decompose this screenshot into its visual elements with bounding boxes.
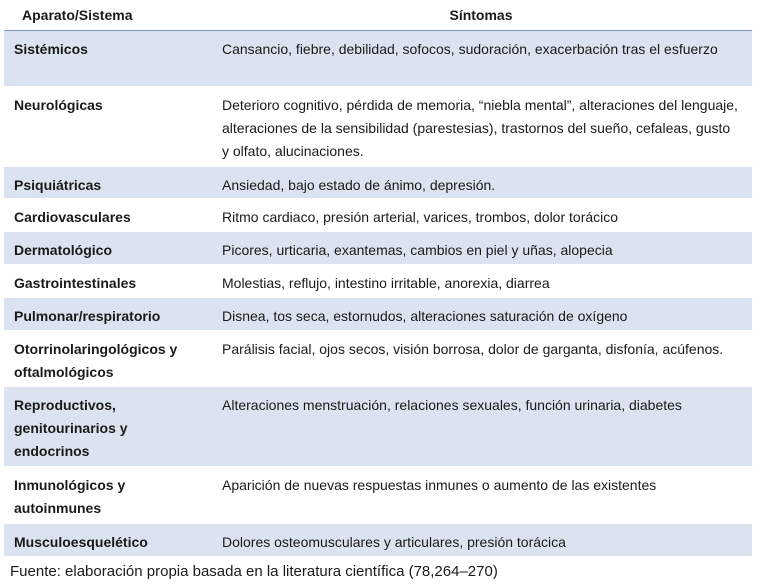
symptoms-table — [4, 0, 752, 557]
row-symptoms: Aparición de nuevas respuestas inmunes o aumento de las existentes — [222, 477, 657, 493]
row-system: Pulmonar/respiratorio — [14, 308, 161, 324]
table-row — [4, 167, 752, 199]
table-row — [4, 387, 752, 467]
table-caption: Fuente: elaboración propia basada en la literatura científica (78,264–270) — [10, 563, 498, 580]
row-system: Reproductivos, genitourinarios y endocrinos — [14, 397, 128, 459]
row-system: Otorrinolaringológicos y oftalmológicos — [14, 341, 178, 380]
header-symptoms: Síntomas — [449, 7, 513, 23]
row-symptoms: Cansancio, fiebre, debilidad, sofocos, sudoración, exacerbación tras el esfuerzo — [222, 41, 718, 57]
table-row — [4, 199, 752, 232]
row-symptoms: Picores, urticaria, exantemas, cambios en piel y uñas, alopecia — [222, 242, 613, 258]
row-system: Dermatológico — [14, 242, 113, 258]
row-system: Inmunológicos y autoinmunes — [14, 477, 126, 516]
header-system: Aparato/Sistema — [22, 7, 133, 23]
table-row — [4, 467, 752, 524]
row-symptoms: Ansiedad, bajo estado de ánimo, depresión. — [222, 177, 496, 193]
table-header — [4, 0, 752, 31]
row-symptoms: Parálisis facial, ojos secos, visión borrosa, dolor de garganta, disfonía, acúfenos. — [222, 341, 724, 357]
row-symptoms: Deterioro cognitivo, pérdida de memoria, “niebla mental”, alteraciones del lenguaje, alteraciones de la sensibilidad (parestesias), trastornos del sueño, cefaleas, gusto y olfato, alucinaciones. — [222, 97, 738, 159]
row-symptoms: Dolores osteomusculares y articulares, presión torácica — [222, 534, 566, 550]
table-row — [4, 331, 752, 387]
row-system: Sistémicos — [14, 41, 88, 57]
row-system: Gastrointestinales — [14, 275, 137, 291]
row-system: Musculoesquelético — [14, 534, 148, 550]
row-system: Psiquiátricas — [14, 177, 102, 193]
table-row — [4, 31, 752, 87]
row-symptoms: Ritmo cardiaco, presión arterial, varices, trombos, dolor torácico — [222, 209, 619, 225]
table-row — [4, 87, 752, 167]
table-row — [4, 524, 752, 557]
table-row — [4, 298, 752, 331]
row-symptoms: Disnea, tos seca, estornudos, alteraciones saturación de oxígeno — [222, 308, 628, 324]
row-symptoms: Molestias, reflujo, intestino irritable, anorexia, diarrea — [222, 275, 550, 291]
row-system: Neurológicas — [14, 97, 103, 113]
row-symptoms: Alteraciones menstruación, relaciones sexuales, función urinaria, diabetes — [222, 397, 682, 413]
table-row — [4, 232, 752, 265]
row-system: Cardiovasculares — [14, 209, 131, 225]
table-row — [4, 265, 752, 298]
